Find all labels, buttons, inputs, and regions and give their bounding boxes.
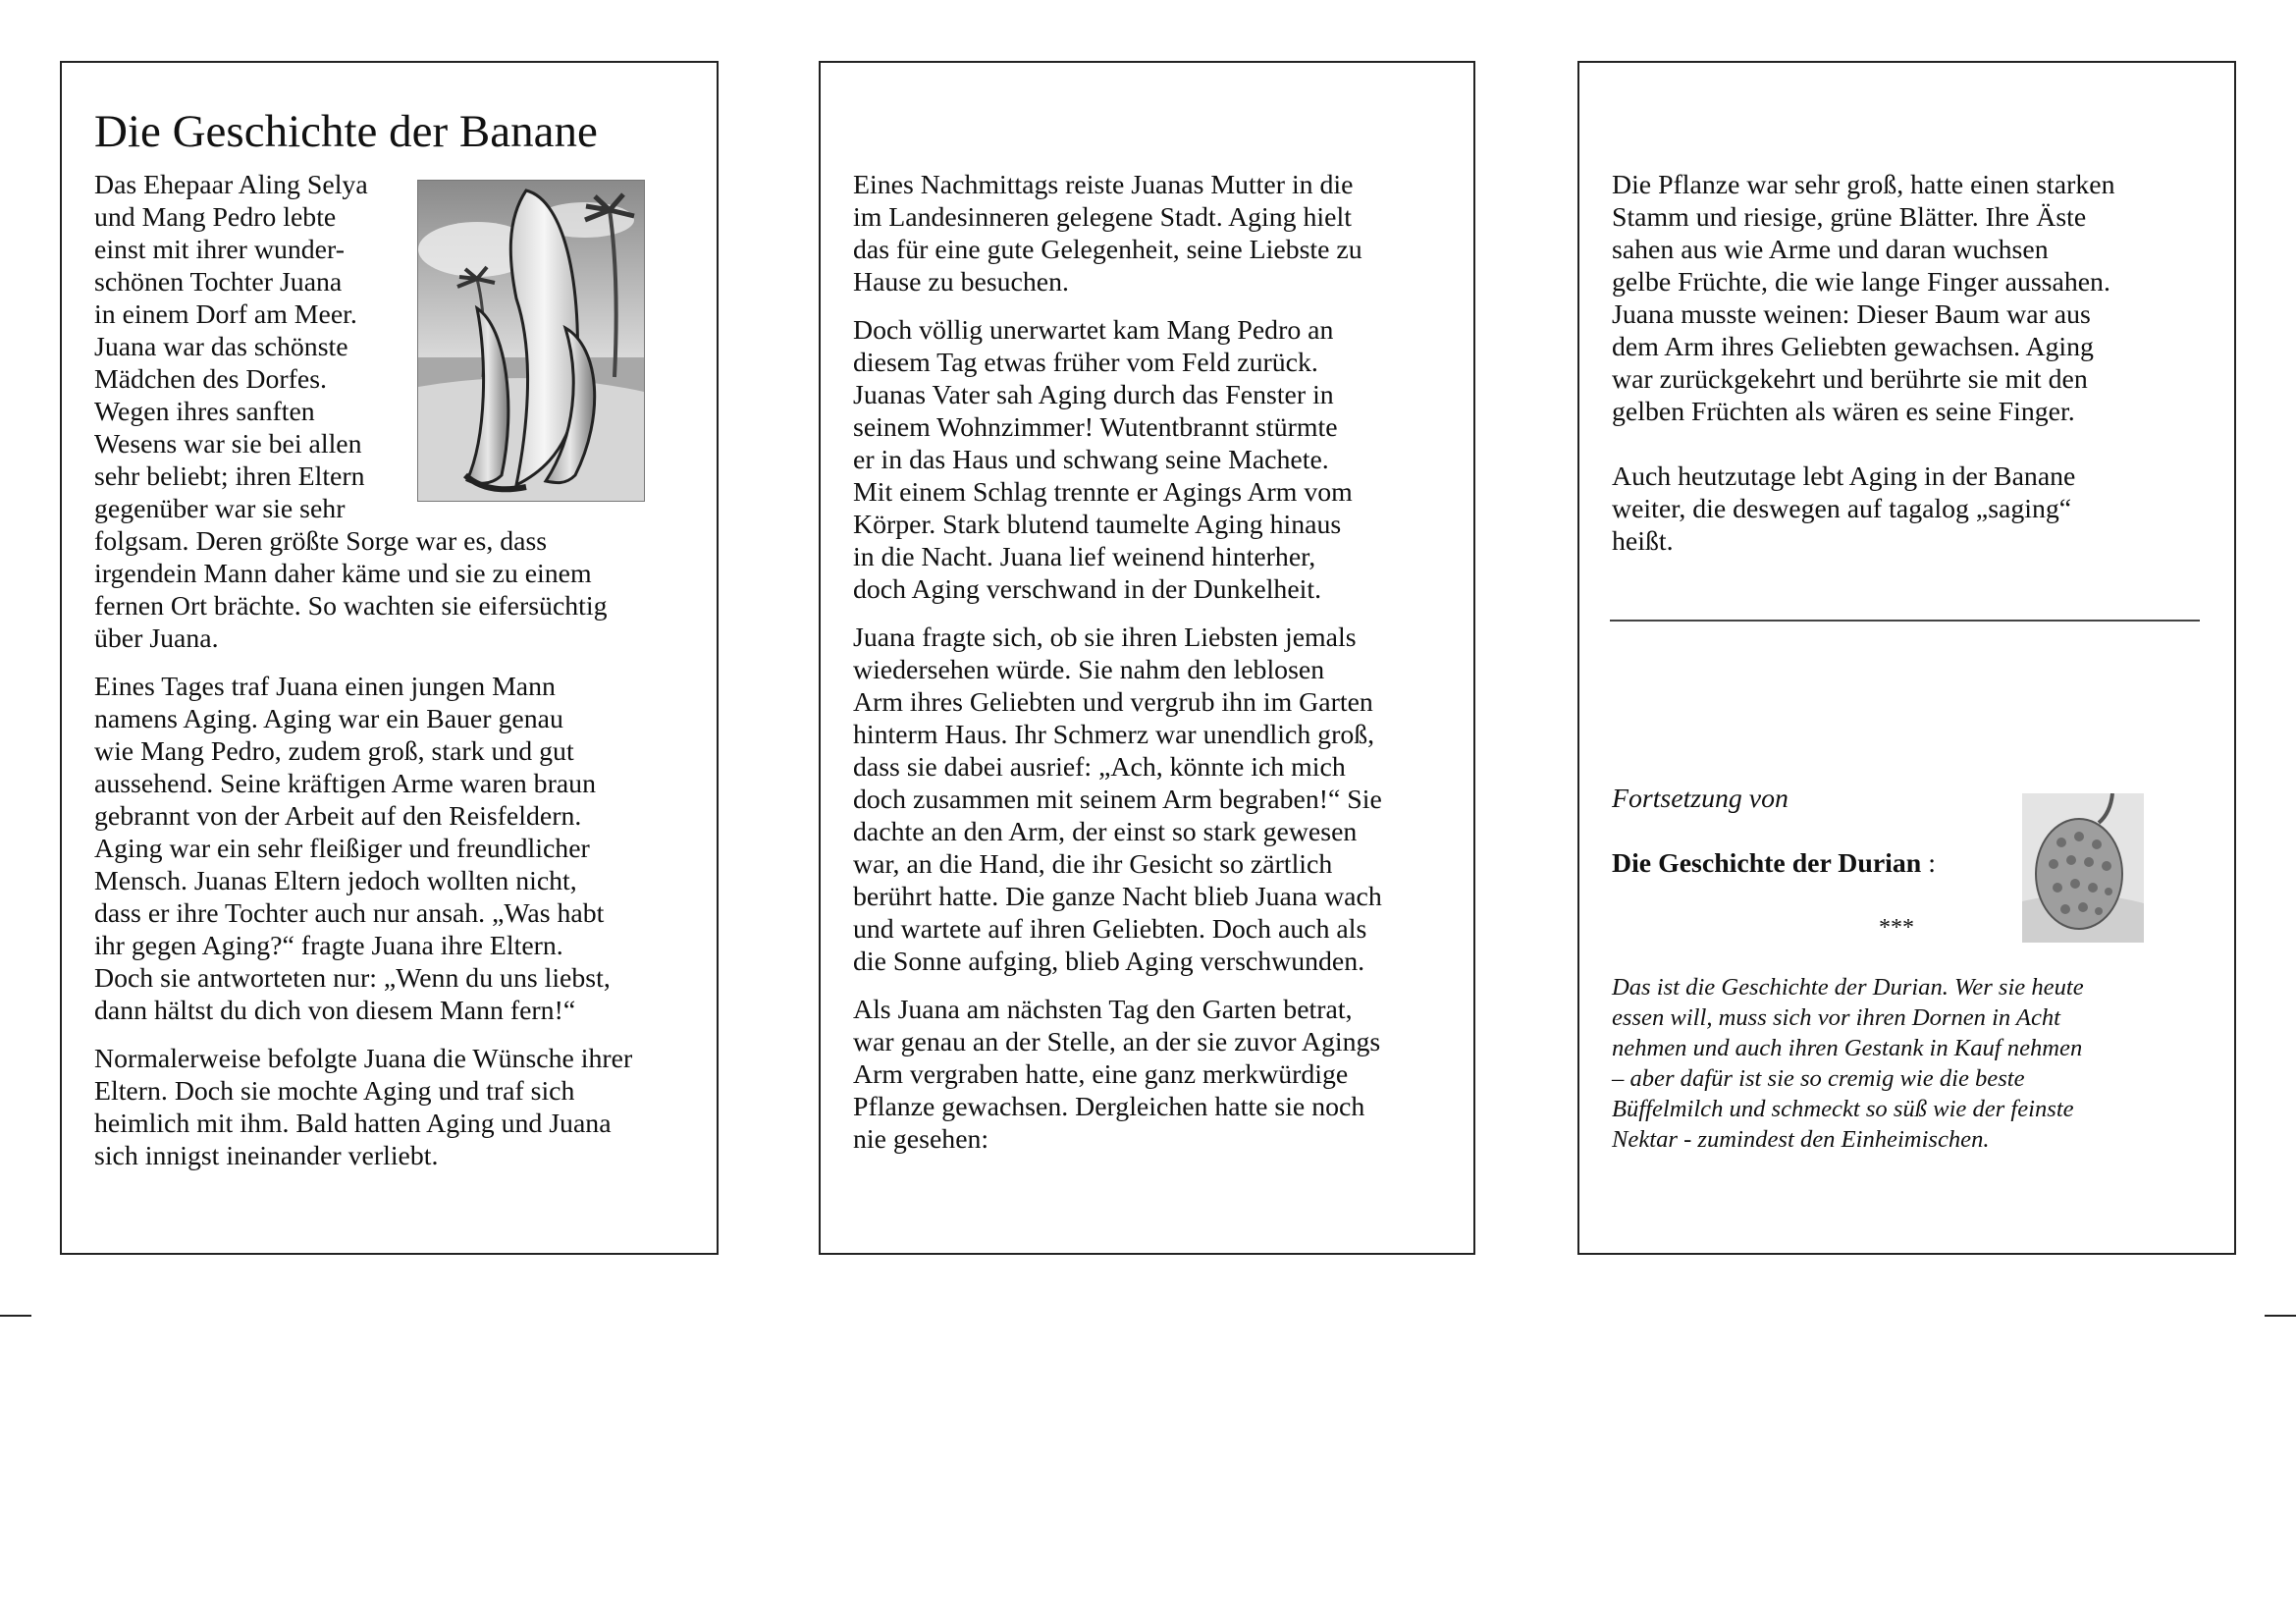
banana-illustration — [417, 180, 645, 502]
story-paragraph-5: Doch völlig unerwartet kam Mang Pedro an diesem Tag etwas früher vom Feld zurück. Juanas Vater sah Aging durch das Fenster in seinem Wohnzimmer! Wutentbrannt stürmte er in das Haus und schwang seine Machete. Mit einem Schlag trennte er Agings Arm vom Körper. Stark blutend taumelte Aging hinaus in die Nacht. Juana lief weinend hinterher, doch Aging verschwand in der Dunkelheit. — [853, 315, 1353, 605]
story-paragraph-1: Das Ehepaar Aling Selya und Mang Pedro lebte einst mit ihrer wunder- schönen Tochter Juana in einem Dorf am Meer. Juana war das schönste Mädchen des Dorfes. Wegen ihres sanften Wesens war sie bei allen sehr beliebt; ihren Eltern gegenüber war sie sehr folgsam. Deren größte Sorge war es, dass irgendein Mann daher käme und sie zu einem fernen Ort brächte. So wachten sie eifersüchtig über Juana. — [94, 170, 608, 654]
crop-mark-right — [2265, 1315, 2296, 1317]
page-panel-2 — [819, 61, 1475, 1255]
durian-title-colon: : — [1928, 848, 1936, 879]
page-panel-3 — [1577, 61, 2236, 1255]
durian-summary: Das ist die Geschichte der Durian. Wer sie heute essen will, muss sich vor ihren Dornen in Acht nehmen und auch ihren Gestank in Kauf nehmen – aber dafür ist sie so cremig wie die beste Büffelmilch und schmeckt so süß wie der feinste Nektar - zumindest den Einheimischen. — [1612, 974, 2084, 1153]
story-paragraph-6: Juana fragte sich, ob sie ihren Liebsten jemals wiedersehen würde. Sie nahm den leblosen Arm ihres Geliebten und vergrub ihn im Garten hinterm Haus. Ihr Schmerz war unendlich groß, dass sie dabei ausrief: „Ach, könnte ich mich doch zusammen mit seinem Arm begraben!“ Sie dachte an den Arm, der einst so stark gewesen war, an die Hand, die ihr Gesicht so zärtlich berührt hatte. Die ganze Nacht blieb Juana wach und wartete auf ihren Geliebten. Doch auch als die Sonne aufging, blieb Aging verschwunden. — [853, 623, 1382, 977]
horizontal-divider — [1610, 620, 2200, 622]
page-title: Die Geschichte der Banane — [94, 106, 598, 157]
durian-title: Die Geschichte der Durian — [1612, 848, 1922, 879]
story-paragraph-9: Auch heutzutage lebt Aging in der Banane weiter, die deswegen auf tagalog „saging“ heißt. — [1612, 461, 2076, 557]
story-paragraph-7: Als Juana am nächsten Tag den Garten betrat, war genau an der Stelle, an der sie zuvor Agings Arm vergraben hatte, eine ganz merkwürdige Pflanze gewachsen. Dergleichen hatte sie noch nie gesehen: — [853, 995, 1381, 1155]
separator-stars: *** — [1879, 915, 1914, 941]
story-paragraph-8: Die Pflanze war sehr groß, hatte einen starken Stamm und riesige, grüne Blätter. Ihre Äste sahen aus wie Arme und daran wuchsen gelbe Früchte, die wie lange Finger aussahen. Juana musste weinen: Dieser Baum war aus dem Arm ihres Geliebten gewachsen. Aging war zurückgekehrt und berührte sie mit den gelben Früchten als wären es seine Finger. — [1612, 170, 2115, 427]
crop-mark-left — [0, 1315, 31, 1317]
story-paragraph-4: Eines Nachmittags reiste Juanas Mutter in die im Landesinneren gelegene Stadt. Aging hielt das für eine gute Gelegenheit, seine Liebste zu Hause zu besuchen. — [853, 170, 1362, 298]
story-paragraph-2: Eines Tages traf Juana einen jungen Mann namens Aging. Aging war ein Bauer genau wie Mang Pedro, zudem groß, stark und gut aussehend. Seine kräftigen Arme waren braun gebrannt von der Arbeit auf den Reisfeldern. Aging war ein sehr fleißiger und freundlicher Mensch. Juanas Eltern jedoch wollten nicht, dass er ihre Tochter auch nur ansah. „Was habt ihr gegen Aging?“ fragte Juana ihre Eltern. Doch sie antworteten nur: „Wenn du uns liebst, dann hältst du dich von diesem Mann fern!“ — [94, 672, 611, 1026]
durian-illustration — [2022, 793, 2144, 943]
continuation-label: Fortsetzung von — [1612, 784, 1789, 814]
story-paragraph-3: Normalerweise befolgte Juana die Wünsche ihrer Eltern. Doch sie mochte Aging und traf sich heimlich mit ihm. Bald hatten Aging und Juana sich innigst ineinander verliebt. — [94, 1044, 633, 1171]
